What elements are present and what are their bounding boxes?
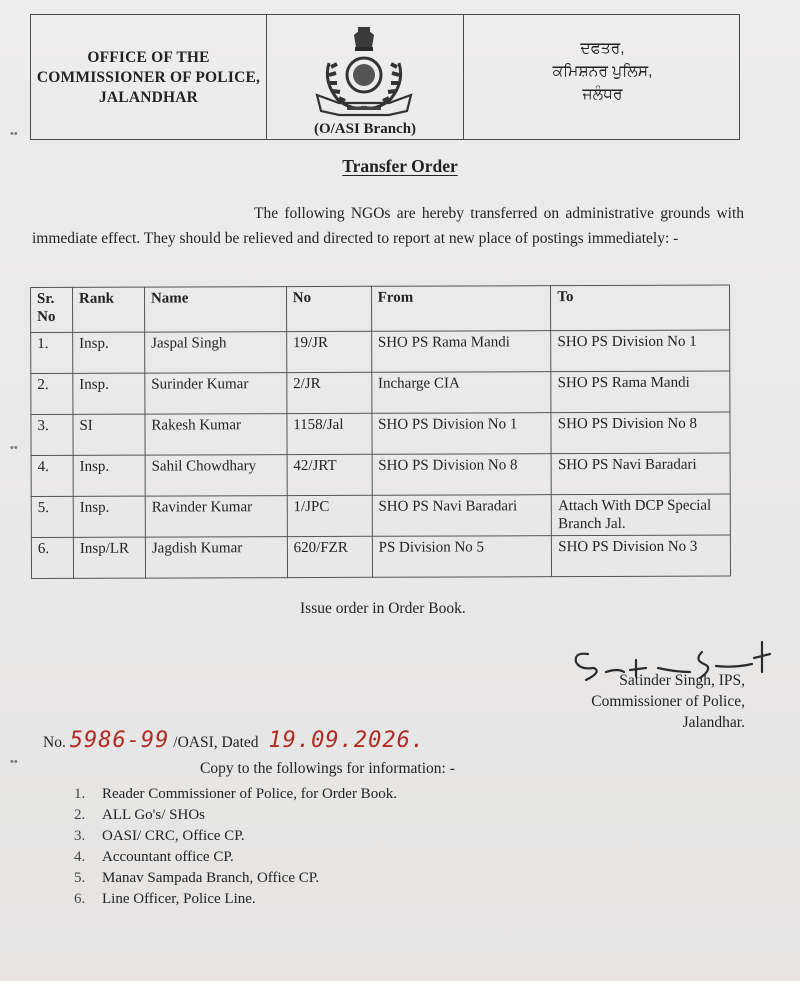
- table-row: [31, 535, 730, 578]
- cell-sr: 1.: [31, 332, 73, 373]
- table-row: [31, 494, 730, 537]
- letterhead: [30, 14, 740, 140]
- list-item: 6. Line Officer, Police Line.: [74, 891, 256, 907]
- cell-from: SHO PS Division No 1: [372, 413, 552, 455]
- cell-name: Jagdish Kumar: [145, 537, 287, 578]
- cell-sr: 3.: [31, 414, 73, 455]
- cell-from: PS Division No 5: [372, 536, 552, 578]
- cell-no: 42/JRT: [287, 454, 372, 495]
- cell-sr: 4.: [31, 455, 73, 496]
- punch-mark: ••: [10, 756, 18, 768]
- cell-name: Jaspal Singh: [145, 332, 287, 373]
- punch-mark: ••: [10, 442, 18, 454]
- list-item: 2. ALL Go's/ SHOs: [74, 807, 205, 823]
- cell-no: 620/FZR: [287, 536, 372, 577]
- cell-rank: Insp.: [73, 332, 145, 373]
- cell-rank: Insp/LR: [73, 537, 145, 578]
- column-header-no: No: [286, 286, 371, 331]
- list-item: 3. OASI/ CRC, Office CP.: [74, 828, 245, 844]
- table-header-row: [31, 285, 730, 332]
- signatory-place: Jalandhar.: [682, 714, 745, 731]
- column-header-from: From: [371, 286, 551, 332]
- cell-no: 2/JR: [287, 372, 372, 413]
- table-row: [31, 453, 730, 496]
- column-header-name: Name: [144, 287, 286, 332]
- cell-from: Incharge CIA: [371, 372, 551, 414]
- cell-rank: Insp.: [73, 455, 145, 496]
- list-item: 5. Manav Sampada Branch, Office CP.: [74, 870, 320, 886]
- list-item: 4. Accountant office CP.: [74, 849, 234, 865]
- cell-to: Attach With DCP Special Branch Jal.: [552, 494, 731, 536]
- cell-sr: 6.: [31, 537, 73, 578]
- cell-no: 1158/Jal: [287, 413, 372, 454]
- document-title: Transfer Order: [342, 156, 458, 176]
- table-row: [31, 330, 730, 373]
- signatory-block: [560, 670, 745, 733]
- cell-to: SHO PS Navi Baradari: [551, 453, 730, 495]
- order-reference: No. 5986-99 /OASI, Dated 19.09.2026.: [43, 728, 426, 753]
- intro-paragraph: The following NGOs are hereby transferred on administrative grounds with immediate effect. They should be relieved and directed to report at new place of postings immediately: -: [32, 205, 744, 247]
- cell-rank: Insp.: [73, 373, 145, 414]
- order-number-handwritten: 5986-99: [69, 728, 170, 753]
- table-row: [31, 412, 730, 455]
- column-header-to: To: [551, 285, 730, 331]
- cell-to: SHO PS Rama Mandi: [551, 371, 730, 413]
- cell-from: SHO PS Division No 8: [372, 454, 552, 496]
- punjab-police-emblem-icon: [309, 23, 419, 119]
- order-date-handwritten: 19.09.2026.: [268, 728, 426, 753]
- office-name-punjabi: ਦਫਤਰ, ਕਮਿਸ਼ਨਰ ਪੁਲਿਸ, ਜਲੰਧਰ: [552, 40, 653, 103]
- cell-from: SHO PS Rama Mandi: [371, 331, 551, 373]
- copy-to-list: [74, 784, 397, 910]
- branch-label: (O/ASI Branch): [313, 121, 417, 137]
- cell-sr: 5.: [31, 496, 73, 537]
- cell-no: 1/JPC: [287, 495, 372, 536]
- list-item: 1. Reader Commissioner of Police, for Order Book.: [74, 786, 397, 802]
- cell-to: SHO PS Division No 1: [551, 330, 730, 372]
- issue-note: Issue order in Order Book.: [300, 600, 466, 617]
- cell-name: Rakesh Kumar: [145, 414, 287, 455]
- cell-no: 19/JR: [286, 331, 371, 372]
- cell-name: Ravinder Kumar: [145, 496, 287, 537]
- column-header-rank: Rank: [72, 287, 144, 332]
- punch-mark: ••: [10, 128, 18, 140]
- transfer-table: [30, 285, 731, 579]
- cell-name: Surinder Kumar: [145, 373, 287, 414]
- cell-name: Sahil Chowdhary: [145, 455, 287, 496]
- signatory-designation: Commissioner of Police,: [591, 693, 745, 710]
- copy-to-heading: Copy to the followings for information: -: [200, 760, 455, 777]
- cell-to: SHO PS Division No 3: [552, 535, 731, 577]
- cell-to: SHO PS Division No 8: [551, 412, 730, 454]
- cell-from: SHO PS Navi Baradari: [372, 495, 552, 537]
- signatory-name: Satinder Singh, IPS,: [619, 672, 745, 689]
- table-row: [31, 371, 730, 414]
- cell-rank: Insp.: [73, 496, 145, 537]
- cell-sr: 2.: [31, 373, 73, 414]
- office-name-english: OFFICE OF THE COMMISSIONER OF POLICE, JALANDHAR: [36, 49, 261, 106]
- column-header-sr-no: Sr. No: [31, 287, 73, 332]
- cell-rank: SI: [73, 414, 145, 455]
